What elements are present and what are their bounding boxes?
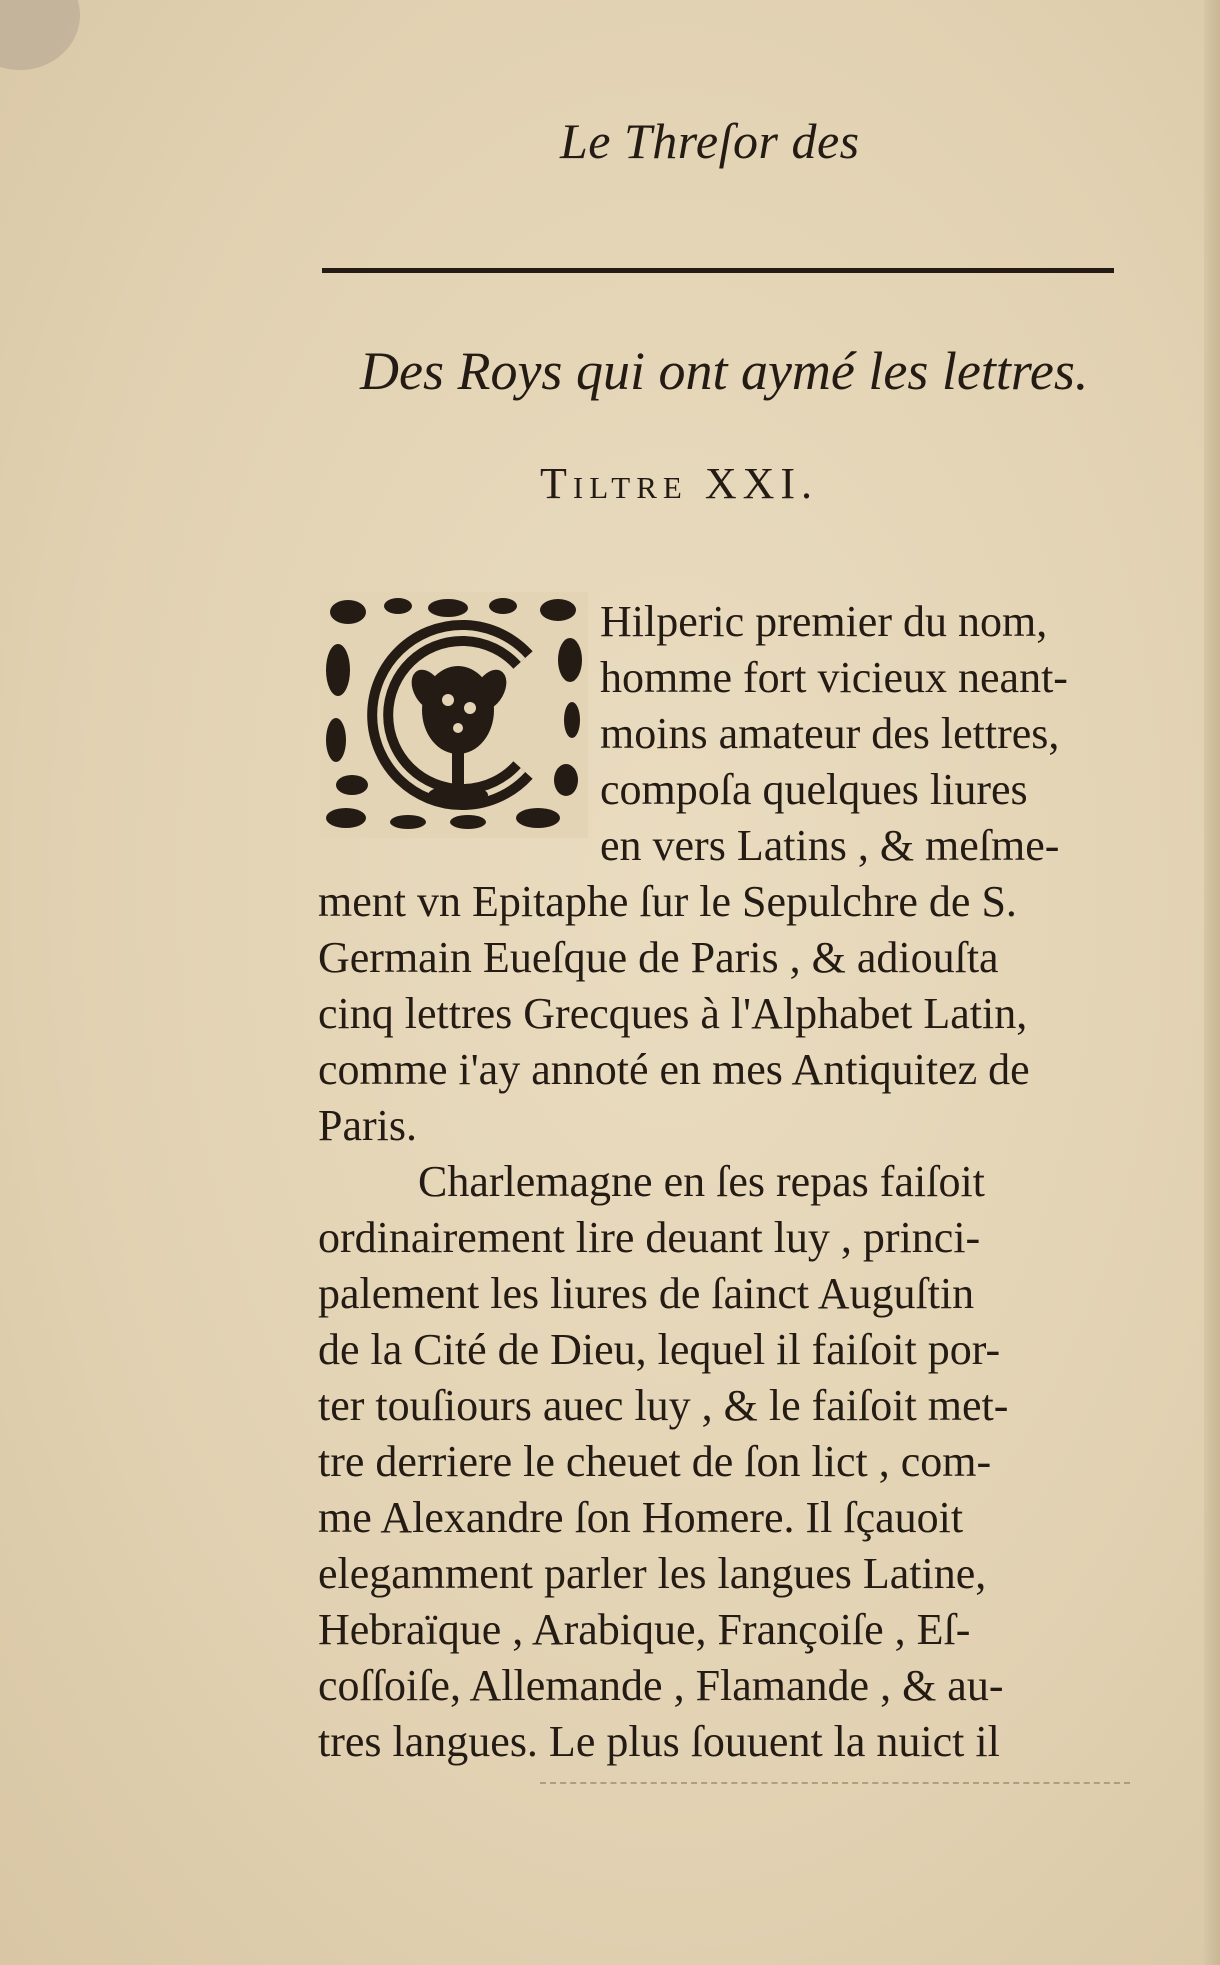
text-line: tres langues. Le plus ſouuent la nuict il: [318, 1717, 1000, 1766]
header-rule: [322, 268, 1114, 273]
text-line: ter touſiours auec luy , & le faiſoit met-: [318, 1381, 1009, 1430]
text-line: Charlemagne en ſes repas faiſoit: [418, 1157, 985, 1206]
print-through-mark: [540, 1782, 1130, 1784]
text-line: ordinairement lire deuant luy , princi-: [318, 1213, 981, 1262]
text-line: en vers Latins , & meſme-: [600, 821, 1060, 870]
text-line: ment vn Epitaphe ſur le Sepulchre de S.: [318, 877, 1017, 926]
text-line: compoſa quelques liures: [600, 765, 1028, 814]
text-line: me Alexandre ſon Homere. Il ſçauoit: [318, 1493, 964, 1542]
text-line: coſſoiſe, Allemande , Flamande , & au-: [318, 1661, 1004, 1710]
page-corner-shadow: [0, 0, 80, 70]
running-head: Le Threſor des: [560, 113, 860, 169]
text-line: moins amateur des lettres,: [600, 709, 1060, 758]
text-line: cinq lettres Grecques à l'Alphabet Latin,: [318, 989, 1028, 1038]
text-line: Hilperic premier du nom,: [600, 597, 1048, 646]
text-line: homme fort vicieux neant-: [600, 653, 1068, 702]
chapter-title: Des Roys qui ont aymé les lettres.: [360, 341, 1089, 401]
text-line: comme i'ay annoté en mes Antiquitez de: [318, 1045, 1030, 1094]
decorated-initial-c-icon: [318, 590, 590, 840]
chapter-number: Tiltre XXI.: [540, 459, 819, 508]
text-line: Hebraïque , Arabique, Françoiſe , Eſ-: [318, 1605, 971, 1654]
text-line: de la Cité de Dieu, lequel il faiſoit por-: [318, 1325, 1001, 1374]
text-line: tre derriere le cheuet de ſon lict , com-: [318, 1437, 992, 1486]
text-line: Germain Eueſque de Paris , & adiouſta: [318, 933, 999, 982]
text-line: palement les liures de ſainct Auguſtin: [318, 1269, 975, 1318]
page-edge: [1204, 0, 1220, 1965]
text-line: elegamment parler les langues Latine,: [318, 1549, 987, 1598]
text-line: Paris.: [318, 1101, 417, 1150]
